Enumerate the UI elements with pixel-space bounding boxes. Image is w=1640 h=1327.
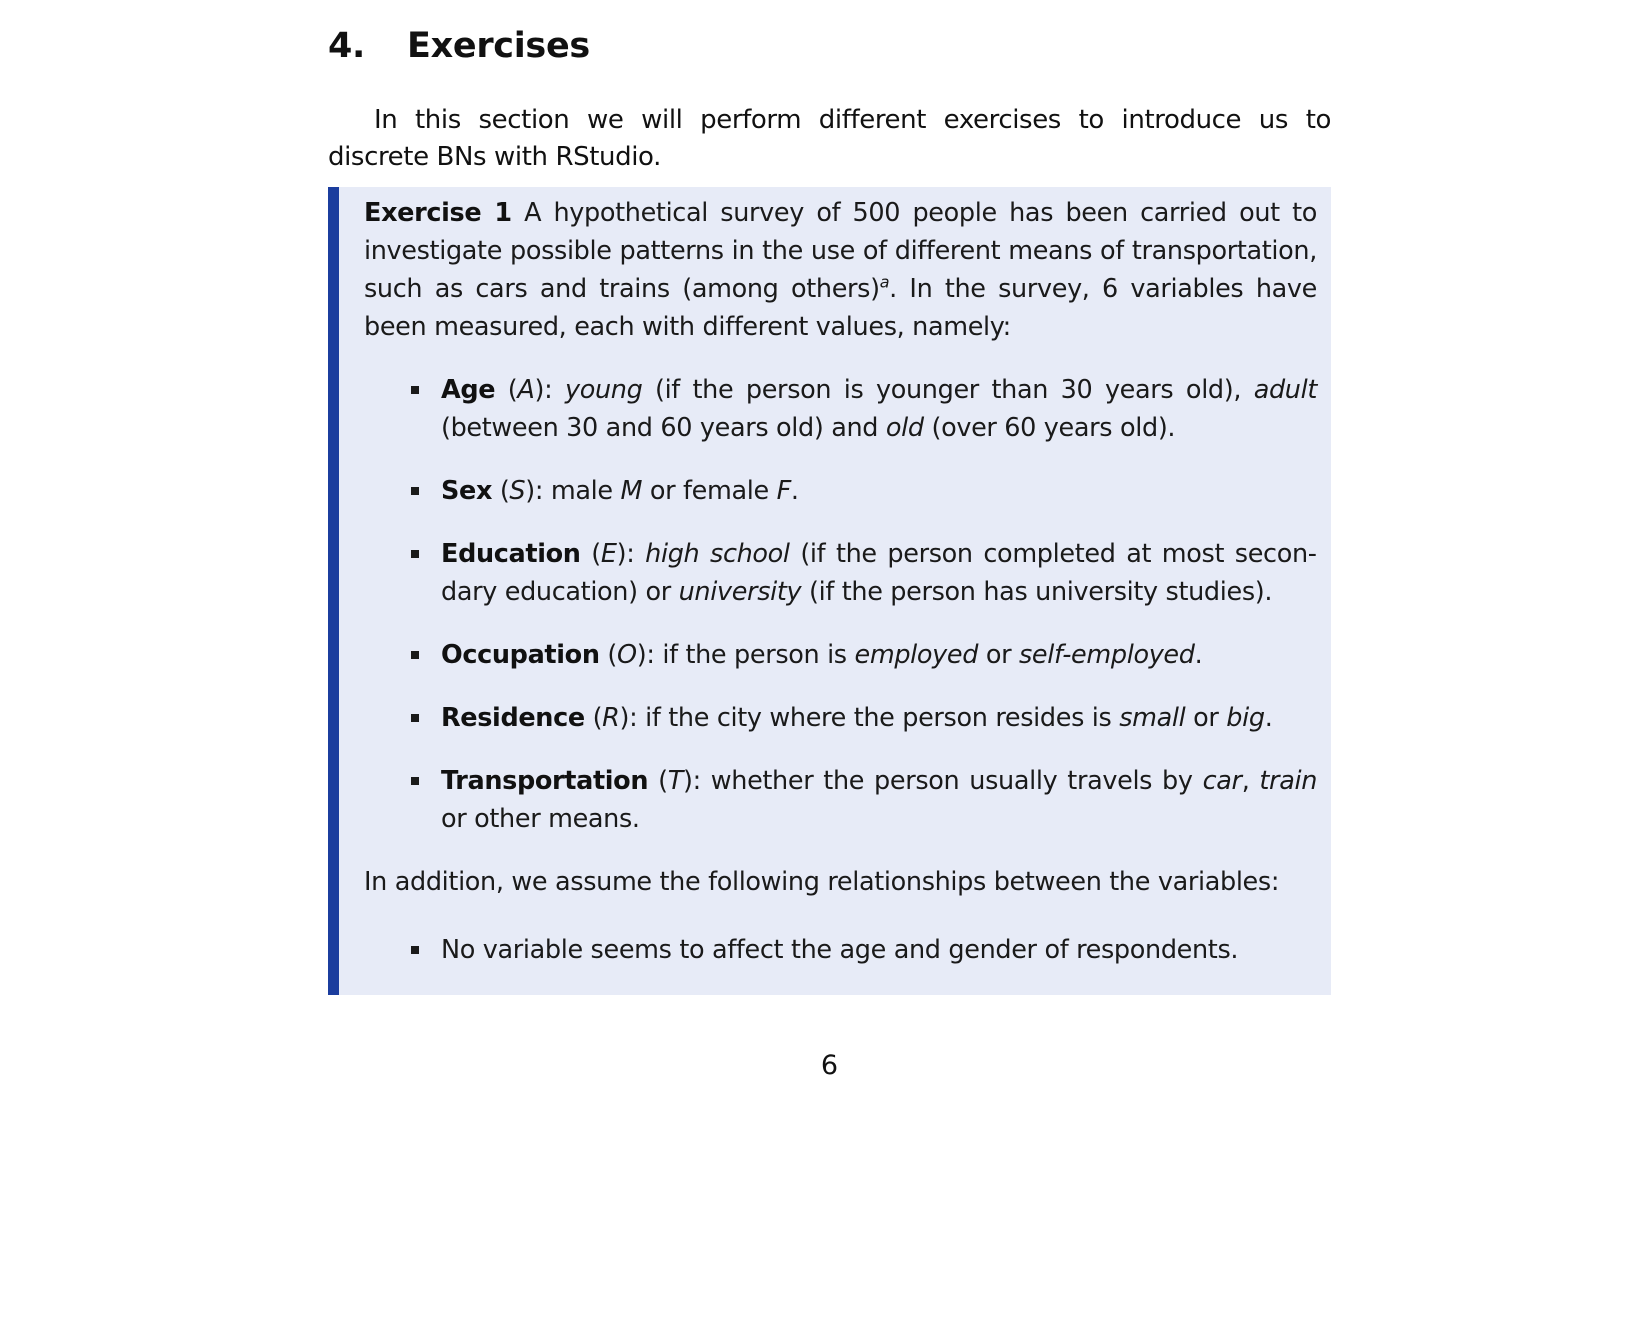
- square-bullet-icon: [411, 946, 419, 954]
- variable-symbol: S: [509, 476, 526, 506]
- relations-list: [364, 931, 1317, 969]
- variable-name: Education: [441, 539, 581, 569]
- variable-value: big: [1226, 703, 1265, 733]
- intro-paragraph: In this section we will perform different exercises to introduce us to discrete BNs with RStudio.: [328, 105, 1331, 172]
- square-bullet-icon: [411, 777, 419, 785]
- variable-description: or: [1185, 703, 1227, 733]
- variable-value: car: [1202, 766, 1242, 796]
- variable-item-residence: Residence (R): if the city where the person resides is small or big.: [441, 699, 1317, 737]
- page-number: 6: [820, 1050, 839, 1081]
- variable-description: (if the person completed at most secondary education) or: [441, 539, 1317, 607]
- relation-item: [441, 931, 1317, 969]
- variable-value: F: [776, 476, 791, 506]
- variable-value: M: [620, 476, 643, 506]
- variable-description: ,: [1241, 766, 1260, 796]
- variable-description: .: [1264, 703, 1273, 733]
- variable-description: or other means.: [441, 804, 640, 834]
- variable-item-transportation: Transportation (T): whether the person usually travels by car, train or other means.: [441, 762, 1317, 838]
- variable-value: university: [678, 577, 802, 607]
- exercise-label: Exercise 1: [364, 198, 512, 228]
- exercise-box: [328, 187, 1331, 995]
- exercise-text-after: . In the survey, 6 variables have been measured, each with different values, namely:: [364, 274, 1318, 342]
- section-heading: [328, 26, 590, 66]
- variable-value: adult: [1253, 375, 1317, 405]
- variable-symbol: T: [667, 766, 683, 796]
- relations-intro: In addition, we assume the following relationships between the variables:: [364, 867, 1280, 897]
- variable-description: or female: [642, 476, 777, 506]
- exercise-text-before: A hypothetical survey of 500 people has been carried out to investigate possible patterns in the use of different means of transportation, such as cars and trains (among others): [364, 198, 1318, 304]
- square-bullet-icon: [411, 714, 419, 722]
- variable-list: [364, 371, 1317, 838]
- variable-symbol: E: [600, 539, 617, 569]
- variable-item-occupation: Occupation (O): if the person is employed or self-employed.: [441, 636, 1317, 674]
- variable-value: self-employed: [1019, 640, 1195, 670]
- relation-text: No variable seems to affect the age and gender of respondents.: [441, 935, 1239, 965]
- variable-description: or: [978, 640, 1019, 670]
- section-number: 4.: [328, 26, 366, 66]
- variable-description: (between 30 and 60 years old) and: [441, 413, 886, 443]
- variable-description: : male: [534, 476, 621, 506]
- variable-description: .: [790, 476, 799, 506]
- variable-value: high school: [645, 539, 790, 569]
- variable-description: .: [1194, 640, 1203, 670]
- square-bullet-icon: [411, 550, 419, 558]
- variable-name: Occupation: [441, 640, 600, 670]
- variable-value: employed: [854, 640, 979, 670]
- variable-description: : whether the person usually travels by: [692, 766, 1203, 796]
- variable-value: young: [564, 375, 643, 405]
- variable-description: : if the person is: [646, 640, 855, 670]
- variable-description: (over 60 years old).: [923, 413, 1176, 443]
- variable-description: :: [544, 375, 565, 405]
- variable-name: Residence: [441, 703, 585, 733]
- variable-name: Transportation: [441, 766, 649, 796]
- footnote-mark: a: [879, 272, 890, 292]
- variable-value: old: [885, 413, 924, 443]
- exercise-statement: [364, 194, 1317, 346]
- variable-symbol: O: [617, 640, 637, 670]
- square-bullet-icon: [411, 651, 419, 659]
- variable-value: small: [1119, 703, 1186, 733]
- variable-item-sex: Sex (S): male M or female F.: [441, 472, 1317, 510]
- variable-description: :: [626, 539, 646, 569]
- variable-name: Age: [441, 375, 496, 405]
- variable-item-education: Education (E): high school (if the person completed at most secondary education) or university (if the person has university studies).: [441, 535, 1317, 611]
- variable-name: Sex: [441, 476, 493, 506]
- square-bullet-icon: [411, 487, 419, 495]
- square-bullet-icon: [411, 386, 419, 394]
- variable-description: (if the person is younger than 30 years old),: [642, 375, 1254, 405]
- variable-symbol: A: [517, 375, 535, 405]
- section-title: Exercises: [407, 26, 590, 66]
- variable-symbol: R: [602, 703, 620, 733]
- variable-value: train: [1259, 766, 1318, 796]
- variable-description: : if the city where the person resides is: [629, 703, 1120, 733]
- variable-item-age: Age (A): young (if the person is younger than 30 years old), adult (between 30 and 60 years old) and old (over 60 years old).: [441, 371, 1317, 447]
- variable-description: (if the person has university studies).: [801, 577, 1273, 607]
